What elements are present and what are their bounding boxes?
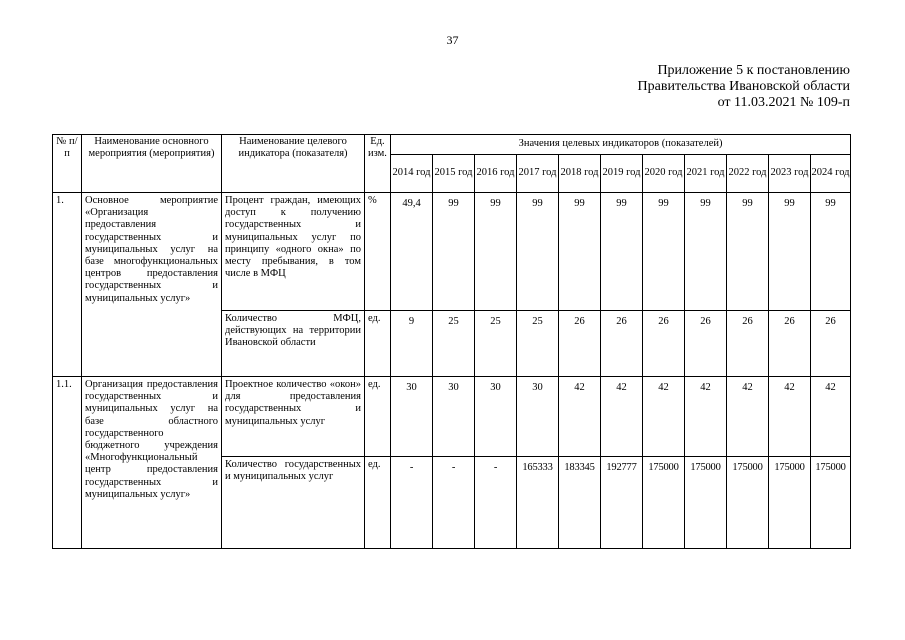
header-unit: Ед. изм.	[365, 135, 391, 193]
row-num: 1.	[53, 193, 82, 377]
page-number: 37	[446, 33, 459, 47]
appendix-line-2: Правительства Ивановской области	[637, 79, 850, 94]
indicator-name: Количество МФЦ, действующих на территории Ивановской области	[222, 311, 365, 377]
indicator-value: 99	[433, 193, 475, 311]
indicator-value: 30	[475, 377, 517, 457]
indicator-value: 26	[685, 311, 727, 377]
indicator-value: 42	[811, 377, 851, 457]
indicator-name: Количество государственных и муниципальных услуг	[222, 457, 365, 549]
indicator-value: 99	[559, 193, 601, 311]
header-num: № п/п	[53, 135, 82, 193]
table-row	[53, 377, 851, 457]
header-event: Наименование основного мероприятия (мероприятия)	[82, 135, 222, 193]
indicator-value: 42	[727, 377, 769, 457]
row-event: Основное мероприятие «Организация предоставления государственных и муниципальных услуг на базе многофункциональных центров предоставления государственных и муниципальных услуг»	[82, 193, 222, 377]
table-row	[53, 193, 851, 311]
header-year: 2024 год	[811, 155, 851, 193]
indicator-value: 175000	[811, 457, 851, 549]
indicator-value: 99	[727, 193, 769, 311]
indicator-value: 26	[727, 311, 769, 377]
indicator-value: 99	[643, 193, 685, 311]
header-values: Значения целевых индикаторов (показателей)	[391, 135, 851, 155]
indicator-value: 165333	[517, 457, 559, 549]
header-year: 2022 год	[727, 155, 769, 193]
indicator-unit: ед.	[365, 377, 391, 457]
indicator-value: 26	[769, 311, 811, 377]
indicator-value: 99	[601, 193, 643, 311]
indicator-value: 99	[517, 193, 559, 311]
indicator-name: Процент граждан, имеющих доступ к получению государственных и муниципальных услуг по принципу «одного окна» по месту пребывания, в том числе в МФЦ	[222, 193, 365, 311]
appendix-line-3: от 11.03.2021 № 109-п	[717, 95, 850, 110]
appendix-line-1: Приложение 5 к постановлению	[657, 63, 850, 78]
indicator-value: 42	[685, 377, 727, 457]
row-event: Организация предоставления государственных и муниципальных услуг на базе областного государственного бюджетного учреждения «Многофункциональный центр предоставления государственных и муниципальных услуг»	[82, 377, 222, 549]
indicator-value: 25	[475, 311, 517, 377]
indicator-value: 42	[559, 377, 601, 457]
indicator-value: 175000	[727, 457, 769, 549]
indicator-value: 26	[559, 311, 601, 377]
indicator-value: 25	[433, 311, 475, 377]
indicator-value: 99	[811, 193, 851, 311]
indicator-unit: ед.	[365, 457, 391, 549]
indicator-value: 183345	[559, 457, 601, 549]
indicator-value: 26	[811, 311, 851, 377]
header-year: 2020 год	[643, 155, 685, 193]
indicator-value: 42	[643, 377, 685, 457]
indicator-value: 49,4	[391, 193, 433, 311]
indicators-table	[52, 134, 851, 549]
header-year: 2021 год	[685, 155, 727, 193]
header-year: 2015 год	[433, 155, 475, 193]
indicator-value: 175000	[643, 457, 685, 549]
header-year: 2014 год	[391, 155, 433, 193]
indicator-value: 30	[433, 377, 475, 457]
header-year: 2017 год	[517, 155, 559, 193]
indicator-value: 42	[601, 377, 643, 457]
indicator-value: 30	[517, 377, 559, 457]
indicator-value: -	[475, 457, 517, 549]
header-year: 2018 год	[559, 155, 601, 193]
indicator-value: 175000	[685, 457, 727, 549]
appendix-block	[638, 63, 850, 111]
indicator-value: -	[433, 457, 475, 549]
indicator-value: 99	[685, 193, 727, 311]
indicator-unit: ед.	[365, 311, 391, 377]
header-year: 2023 год	[769, 155, 811, 193]
indicator-unit: %	[365, 193, 391, 311]
indicator-value: 42	[769, 377, 811, 457]
header-year: 2019 год	[601, 155, 643, 193]
indicator-name: Проектное количество «окон» для предоставления государственных и муниципальных услуг	[222, 377, 365, 457]
indicator-value: 175000	[769, 457, 811, 549]
indicator-value: 25	[517, 311, 559, 377]
indicator-value: 26	[643, 311, 685, 377]
header-year: 2016 год	[475, 155, 517, 193]
row-num: 1.1.	[53, 377, 82, 549]
indicator-value: 192777	[601, 457, 643, 549]
indicator-value: 26	[601, 311, 643, 377]
indicator-value: 30	[391, 377, 433, 457]
indicator-value: 99	[769, 193, 811, 311]
indicator-value: 9	[391, 311, 433, 377]
indicator-value: 99	[475, 193, 517, 311]
header-indicator: Наименование целевого индикатора (показателя)	[222, 135, 365, 193]
indicator-value: -	[391, 457, 433, 549]
